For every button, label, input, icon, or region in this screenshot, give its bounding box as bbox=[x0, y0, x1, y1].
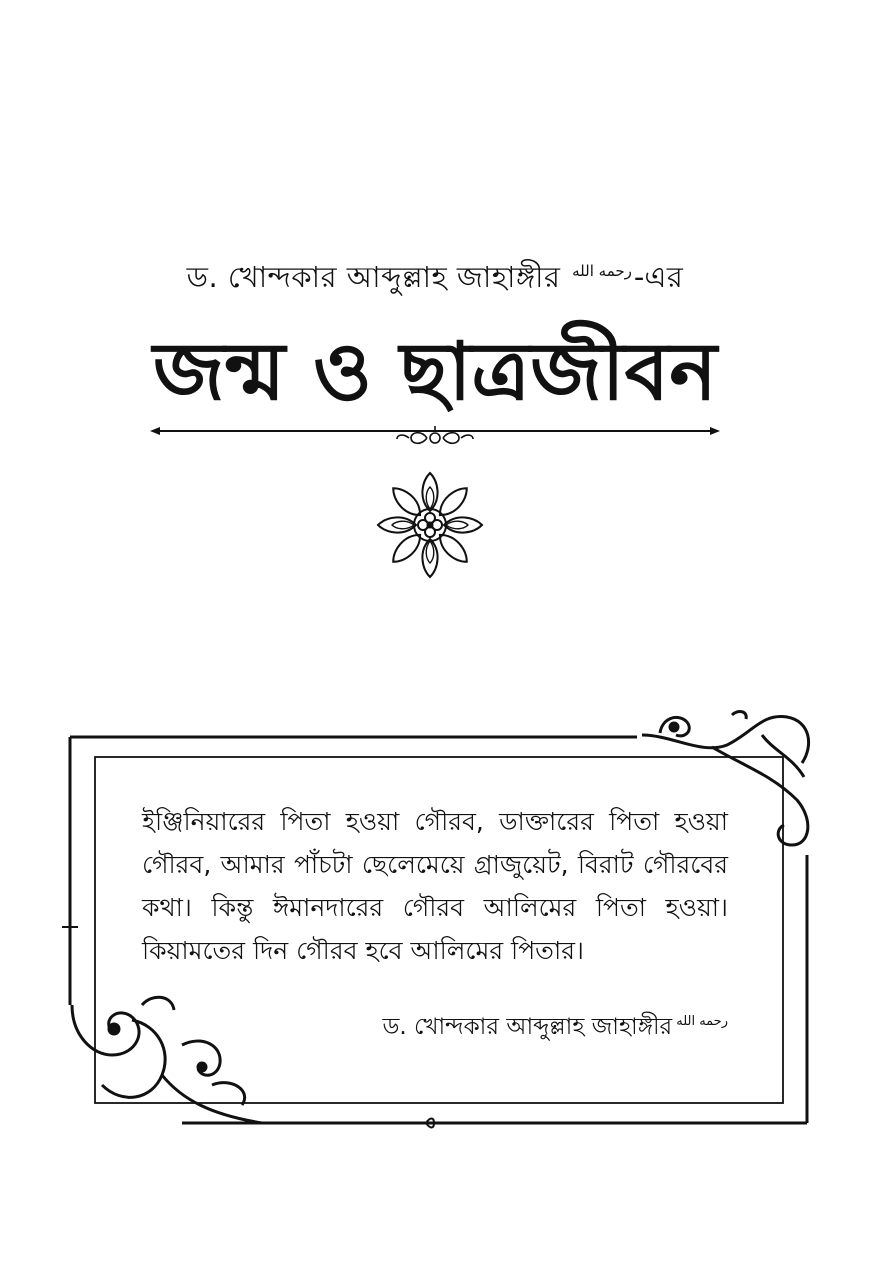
honorific-glyph: رحمه الله bbox=[572, 262, 632, 281]
book-subtitle bbox=[0, 255, 870, 304]
chapter-title: জন্ম ও ছাত্রজীবন bbox=[153, 325, 717, 418]
attribution-honorific: رحمه الله bbox=[676, 1014, 728, 1030]
lotus-medallion bbox=[365, 470, 495, 580]
attribution-name: ড. খোন্দকার আব্দুল্লাহ জাহাঙ্গীর bbox=[382, 1014, 673, 1040]
author-name: ড. খোন্দকার আব্দুল্লাহ জাহাঙ্গীর bbox=[186, 260, 561, 294]
subtitle-suffix: -এর bbox=[633, 260, 684, 294]
quote-text: ইঞ্জিনিয়ারের পিতা হওয়া গৌরব, ডাক্তারের পিতা হওয়া গৌরব, আমার পাঁচটা ছেলেমেয়ে গ্রাজুয়েট, বিরাট গৌরবের কথা। কিন্তু ঈমানদারের গৌরব আলিমের পিতা হওয়া। কিয়ামতের দিন গৌরব হবে আলিমের পিতার। bbox=[142, 807, 728, 965]
quote-block bbox=[142, 800, 728, 972]
divider-rule-ornament bbox=[150, 418, 720, 458]
quote-attribution bbox=[142, 1008, 728, 1047]
